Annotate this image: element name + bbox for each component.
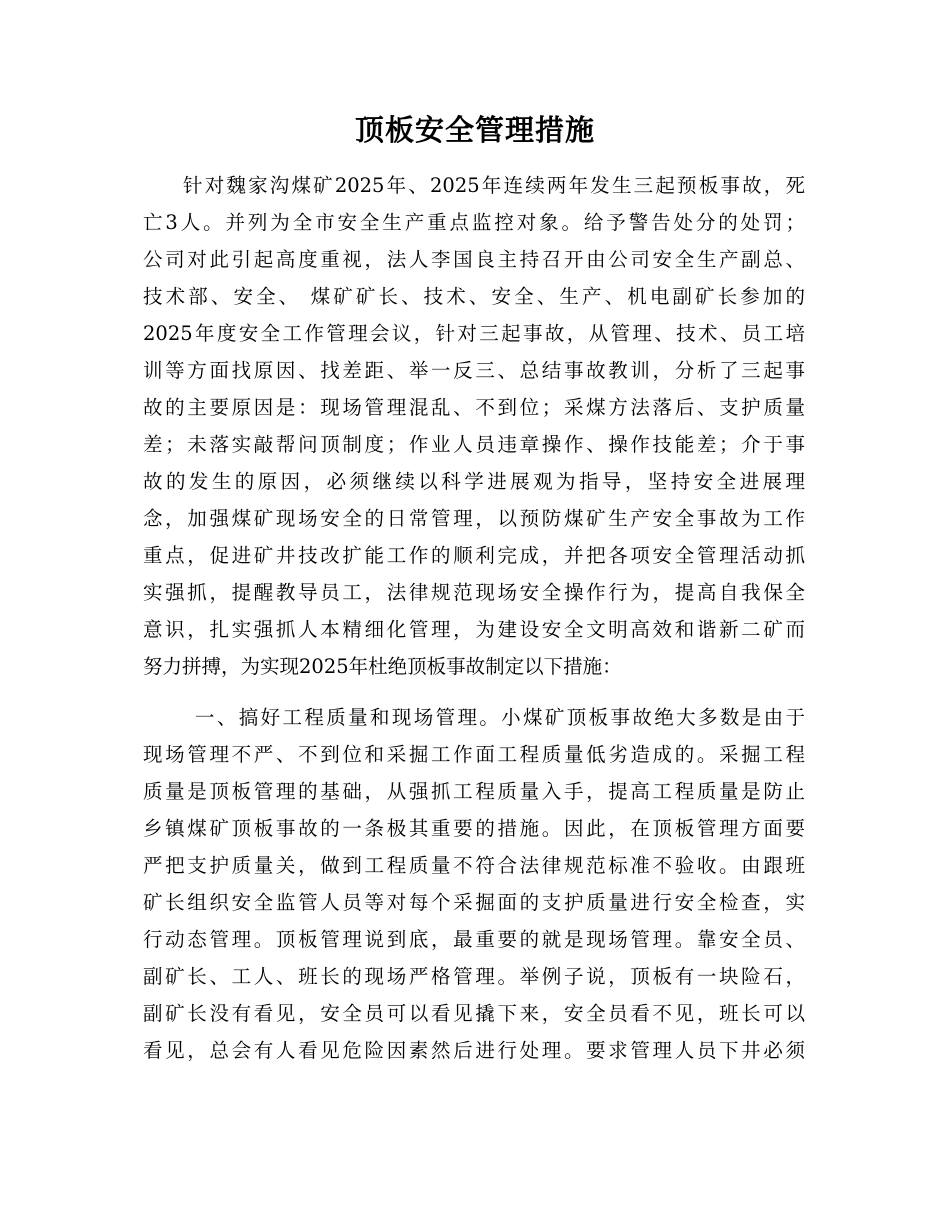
text-line: 副矿长没有看见，安全员可以看见撬下来，安全员看不见，班长可以 [143, 1002, 805, 1025]
text-line: 一、搞好工程质量和现场管理。小煤矿顶板事故绝大多数是由于 [195, 706, 805, 729]
text-line: 意识，扎实强抓人本精细化管理，为建设安全文明高效和谐新二矿而 [143, 618, 805, 641]
text-line: 针对魏家沟煤矿2025年、2025年连续两年发生三起预板事故，死 [183, 174, 805, 197]
text-line: 训等方面找原因、找差距、举一反三、总结事故教训，分析了三起事 [143, 359, 805, 382]
text-line: 念，加强煤矿现场安全的日常管理，以预防煤矿生产安全事故为工作 [143, 507, 805, 530]
document-title: 顶板安全管理措施 [354, 113, 595, 147]
text-line: 行动态管理。顶板管理说到底，最重要的就是现场管理。靠安全员、 [143, 928, 805, 951]
text-line: 看见，总会有人看见危险因素然后进行处理。要求管理人员下井必须 [143, 1039, 805, 1062]
text-line: 2025年度安全工作管理会议，针对三起事故，从管理、技术、员工培 [143, 322, 805, 345]
text-line: 努力拼搏，为实现2025年杜绝顶板事故制定以下措施： [143, 655, 622, 678]
text-line: 现场管理不严、不到位和采掘工作面工程质量低劣造成的。采掘工程 [143, 743, 805, 766]
text-line: 乡镇煤矿顶板事故的一条极其重要的措施。因此，在顶板管理方面要 [143, 817, 805, 840]
text-line: 故的发生的原因，必须继续以科学进展观为指导，坚持安全进展理 [143, 470, 805, 493]
paragraph-section-1 [143, 699, 805, 1069]
text-line: 差；未落实敲帮问顶制度；作业人员违章操作、操作技能差；介于事 [143, 433, 805, 456]
text-line: 实强抓，提醒教导员工，法律规范现场安全操作行为，提高自我保全 [143, 581, 805, 604]
text-line: 技术部、安全、 煤矿矿长、技术、安全、生产、机电副矿长参加的 [143, 285, 805, 308]
text-line: 故的主要原因是：现场管理混乱、不到位；采煤方法落后、支护质量 [143, 396, 805, 419]
text-line: 公司对此引起高度重视，法人李国良主持召开由公司安全生产副总、 [143, 248, 805, 271]
text-line: 质量是顶板管理的基础，从强抓工程质量入手，提高工程质量是防止 [143, 780, 805, 803]
text-line: 矿长组织安全监管人员等对每个采掘面的支护质量进行安全检查，实 [143, 891, 805, 914]
text-line: 严把支护质量关，做到工程质量不符合法律规范标准不验收。由跟班 [143, 854, 805, 877]
text-line: 重点，促进矿井技改扩能工作的顺利完成，并把各项安全管理活动抓 [143, 544, 805, 567]
text-line: 副矿长、工人、班长的现场严格管理。举例子说，顶板有一块险石， [143, 965, 805, 988]
text-line: 亡3人。并列为全市安全生产重点监控对象。给予警告处分的处罚； [143, 211, 805, 234]
paragraph-intro [143, 167, 805, 685]
